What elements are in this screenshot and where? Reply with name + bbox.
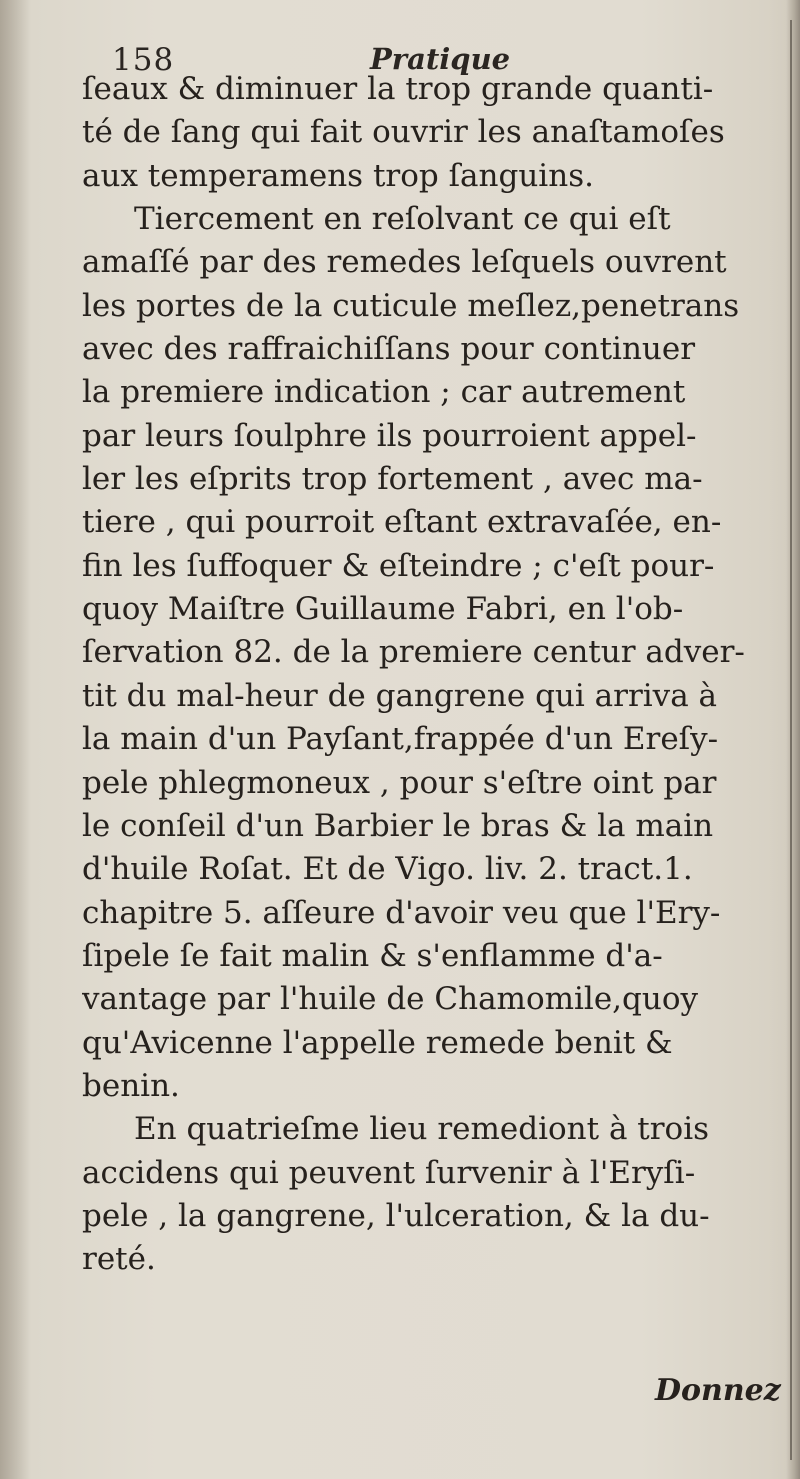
text-line: ſervation 82. de la premiere centur adver- — [82, 634, 745, 671]
text-line: qu'Avicenne l'appelle remede benit & — [82, 1024, 673, 1061]
text-line: pele phlegmoneux , pour s'eſtre oint par — [82, 764, 717, 801]
text-line: d'huile Roſat. Et de Vigo. liv. 2. tract.1. — [82, 851, 693, 888]
text-line: aux temperamens trop ſanguins. — [82, 157, 594, 194]
text-line: fin les ſuffoquer & eſteindre ; c'eſt pour- — [82, 547, 715, 584]
text-line: quoy Maiſtre Guillaume Fabri, en l'ob- — [82, 591, 684, 628]
text-line: les portes de la cuticule meſlez,penetrans — [82, 287, 740, 324]
text-line: Tiercement en reſolvant ce qui eſt — [134, 201, 671, 238]
text-line: avec des raffraichiſſans pour continuer — [82, 331, 696, 368]
text-line: ſipele ſe fait malin & s'enflamme d'a- — [82, 937, 663, 974]
text-line: En quatrieſme lieu remediont à trois — [134, 1111, 710, 1148]
running-head: Pratique — [370, 42, 511, 76]
text-line: tit du mal-heur de gangrene qui arriva à — [82, 677, 718, 714]
text-line: ſeaux & diminuer la trop grande quanti- — [82, 71, 714, 107]
text-line: ler les eſprits trop fortement , avec ma- — [82, 461, 703, 498]
text-line: chapitre 5. aſſeure d'avoir veu que l'Ery- — [82, 894, 721, 931]
text-line: la premiere indication ; car autrement — [82, 374, 686, 411]
catchword: Donnez — [655, 1373, 781, 1408]
binding-line — [790, 20, 792, 1460]
text-line: amaſſé par des remedes leſquels ouvrent — [82, 244, 727, 281]
text-line: té de ſang qui fait ouvrir les anaſtamoſes — [82, 114, 725, 151]
text-line: vantage par l'huile de Chamomile,quoy — [82, 981, 699, 1018]
body-text — [82, 68, 772, 1282]
page-number: 158 — [112, 42, 175, 78]
text-line: le conſeil d'un Barbier le bras & la main — [82, 807, 714, 844]
text-line: par leurs ſoulphre ils pourroient appel- — [82, 417, 697, 454]
text-line: la main d'un Payſant,frappée d'un Ereſy- — [82, 721, 719, 758]
page-right-edge — [786, 0, 800, 1479]
page-left-shadow — [0, 0, 30, 1479]
text-line: tiere , qui pourroit eſtant extravaſée, en- — [82, 504, 722, 541]
text-line: pele , la gangrene, l'ulceration, & la du- — [82, 1197, 710, 1234]
text-line: benin. — [82, 1067, 180, 1104]
text-line: accidens qui peuvent ſurvenir à l'Eryſi- — [82, 1154, 696, 1191]
text-line: reté. — [82, 1241, 156, 1278]
